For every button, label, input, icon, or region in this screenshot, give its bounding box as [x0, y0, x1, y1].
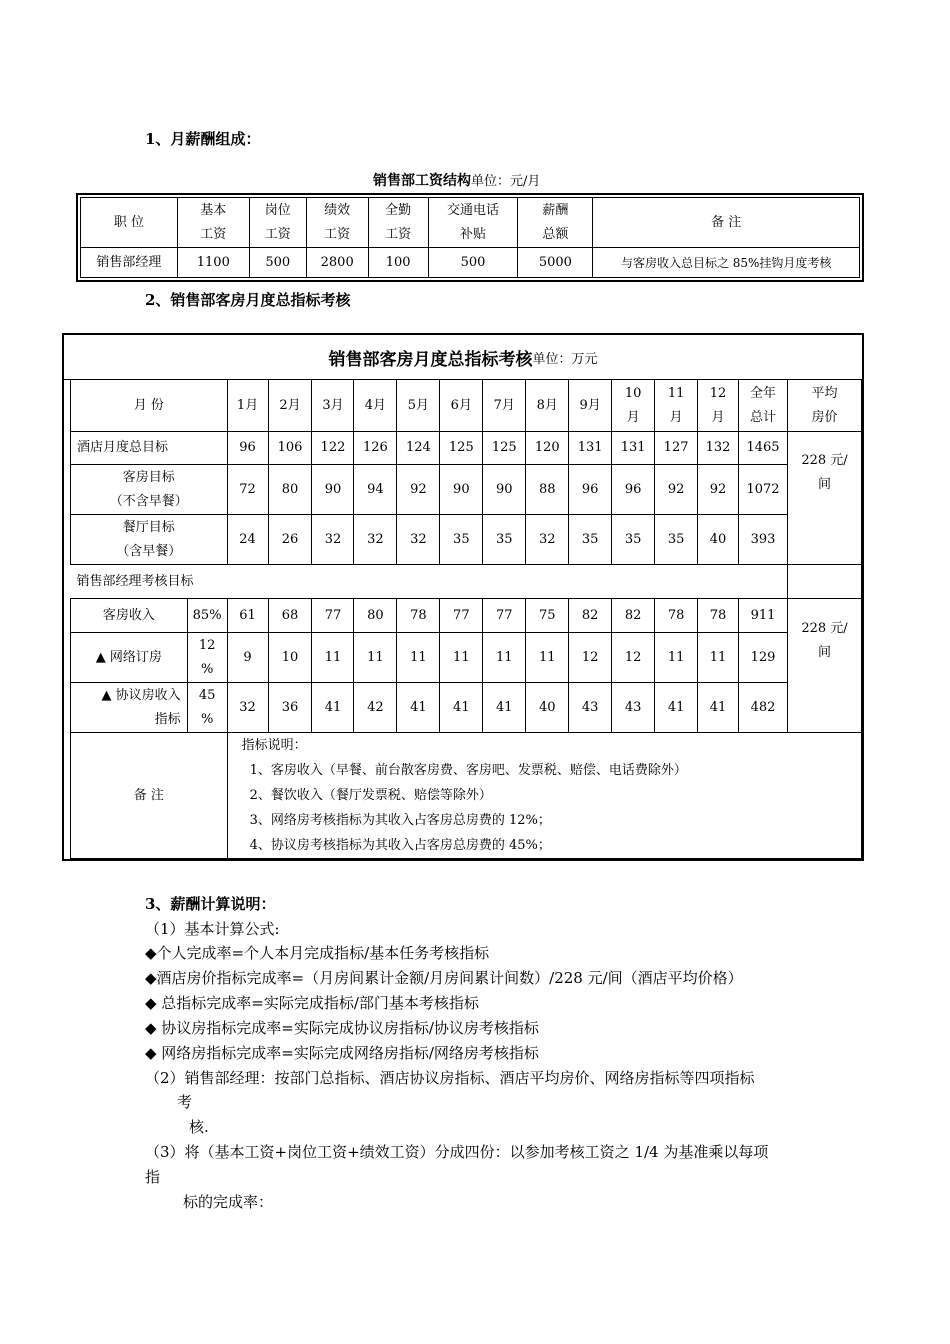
t2-row-label: ▲ 协议房收入 指标	[71, 683, 188, 733]
t2-month: 2月	[268, 380, 312, 432]
t2-cell: 10	[268, 633, 312, 683]
t2-cell: 125	[440, 432, 483, 465]
table-row	[71, 432, 862, 465]
t2-cell: 77	[440, 599, 483, 633]
t2-cell: 106	[268, 432, 312, 465]
text-line: 指	[145, 1168, 161, 1186]
t2-month: 3月	[312, 380, 354, 432]
t2-cell: 131	[569, 432, 612, 465]
table2-title-text: 销售部客房月度总指标考核	[328, 349, 533, 370]
t2-month: 5月	[397, 380, 440, 432]
t2-cell: 11	[526, 633, 569, 683]
t2-header-total: 全年 总计	[739, 380, 788, 432]
t2-month: 11 月	[655, 380, 698, 432]
t1-cell: 2800	[306, 248, 368, 278]
monthly-target-table-frame	[62, 333, 864, 861]
text-line: ◆ 总指标完成率=实际完成指标/部门基本考核指标	[145, 994, 479, 1012]
t2-pct: 85%	[187, 599, 227, 633]
table2-notes-row	[71, 733, 862, 859]
t2-cell: 41	[312, 683, 354, 733]
t2-cell: 32	[227, 683, 268, 733]
t2-cell: 32	[354, 515, 397, 565]
table1-caption-title: 销售部工资结构	[373, 173, 471, 189]
t2-cell: 96	[612, 465, 655, 515]
t2-cell: 43	[569, 683, 612, 733]
t2-cell: 96	[569, 465, 612, 515]
text-line: ◆酒店房价指标完成率=（月房间累计金额/月房间累计间数）/228 元/间（酒店平均价格）	[145, 969, 743, 987]
t2-cell: 72	[227, 465, 268, 515]
table1-caption	[373, 170, 540, 190]
t2-cell: 35	[440, 515, 483, 565]
t2-cell: 68	[268, 599, 312, 633]
t2-cell: 90	[483, 465, 526, 515]
text-line: 考	[177, 1093, 193, 1111]
t2-cell: 26	[268, 515, 312, 565]
table2-header-row	[71, 380, 862, 432]
t1-header-attendance: 全勤 工资	[368, 198, 428, 248]
note-line: 4、协议房考核指标为其收入占客房总房费的 45%；	[249, 838, 551, 853]
t2-row-label: 酒店月度总目标	[71, 432, 228, 465]
t2-cell: 75	[526, 599, 569, 633]
t2-cell: 11	[698, 633, 739, 683]
t2-cell: 78	[655, 599, 698, 633]
t2-cell: 482	[739, 683, 788, 733]
t2-empty	[787, 515, 861, 565]
t2-cell: 41	[440, 683, 483, 733]
t2-cell: 77	[483, 599, 526, 633]
t2-cell: 11	[483, 633, 526, 683]
t2-row-label: ▲ 网络订房	[71, 633, 188, 683]
t2-cell: 92	[397, 465, 440, 515]
t2-cell: 122	[312, 432, 354, 465]
t2-pct: 12 %	[187, 633, 227, 683]
text-line: （3）将（基本工资+岗位工资+绩效工资）分成四份：以参加考核工资之 1/4 为基准乘以每项	[145, 1143, 769, 1161]
t2-cell: 132	[698, 432, 739, 465]
t2-cell: 88	[526, 465, 569, 515]
t2-month: 6月	[440, 380, 483, 432]
text-line: 核.	[189, 1118, 209, 1136]
t2-manager-label: 销售部经理考核目标	[71, 565, 788, 599]
t1-cell: 与客房收入总目标之 85%挂钩月度考核	[593, 248, 860, 278]
t1-cell: 500	[428, 248, 518, 278]
t2-cell: 78	[698, 599, 739, 633]
note-line: 3、网络房考核指标为其收入占客房总房费的 12%；	[249, 813, 551, 828]
t2-row-label: 餐厅目标 （含早餐）	[71, 515, 228, 565]
table2-title-unit: 单位：万元	[532, 351, 598, 367]
t2-cell: 90	[312, 465, 354, 515]
t1-cell: 5000	[518, 248, 593, 278]
t1-header-position: 职 位	[81, 198, 178, 248]
t1-cell: 100	[368, 248, 428, 278]
t2-cell: 61	[227, 599, 268, 633]
section1-heading: 1、月薪酬组成：	[145, 130, 261, 148]
t1-header-total: 薪酬 总额	[518, 198, 593, 248]
note-line: 2、餐饮收入（餐厅发票税、赔偿等除外）	[249, 788, 492, 803]
t1-header-performance: 绩效 工资	[306, 198, 368, 248]
t2-cell: 125	[483, 432, 526, 465]
t2-cell: 126	[354, 432, 397, 465]
t2-month: 10 月	[612, 380, 655, 432]
t2-cell: 36	[268, 683, 312, 733]
t2-cell: 127	[655, 432, 698, 465]
t2-cell: 35	[483, 515, 526, 565]
t2-cell: 82	[569, 599, 612, 633]
t2-cell: 12	[569, 633, 612, 683]
text-line: 标的完成率：	[183, 1193, 274, 1211]
t1-cell: 销售部经理	[81, 248, 178, 278]
t2-cell: 32	[526, 515, 569, 565]
t2-month: 12 月	[698, 380, 739, 432]
monthly-target-table	[70, 379, 862, 859]
t2-cell: 41	[397, 683, 440, 733]
t2-cell: 32	[312, 515, 354, 565]
table-row	[71, 465, 862, 515]
note-line: 指标说明：	[241, 738, 307, 753]
t2-cell: 96	[227, 432, 268, 465]
t2-cell: 41	[698, 683, 739, 733]
t2-notes	[227, 733, 861, 859]
text-line: ◆ 网络房指标完成率=实际完成网络房指标/网络房考核指标	[145, 1044, 539, 1062]
t2-month: 4月	[354, 380, 397, 432]
table-row	[71, 683, 862, 733]
t2-cell: 78	[397, 599, 440, 633]
t2-row-label: 客房收入	[71, 599, 188, 633]
t2-empty	[787, 565, 861, 599]
t1-cell: 1100	[177, 248, 249, 278]
t2-cell: 80	[354, 599, 397, 633]
table-row	[71, 599, 862, 633]
t2-row-label: 客房目标 （不含早餐）	[71, 465, 228, 515]
t2-cell: 94	[354, 465, 397, 515]
table-row	[71, 633, 862, 683]
text-line: ◆个人完成率=个人本月完成指标/基本任务考核指标	[145, 944, 490, 962]
text-line: ◆ 协议房指标完成率=实际完成协议房指标/协议房考核指标	[145, 1019, 539, 1037]
t2-cell: 124	[397, 432, 440, 465]
t2-cell: 90	[440, 465, 483, 515]
t1-header-remark: 备 注	[593, 198, 860, 248]
t2-cell: 11	[312, 633, 354, 683]
t2-cell: 11	[655, 633, 698, 683]
table-row	[71, 515, 862, 565]
t2-cell: 42	[354, 683, 397, 733]
t2-cell: 92	[698, 465, 739, 515]
t1-header-base: 基本 工资	[177, 198, 249, 248]
t2-cell: 92	[655, 465, 698, 515]
note-line: 1、客房收入（早餐、前台散客房费、客房吧、发票税、赔偿、电话费除外）	[249, 763, 687, 778]
t2-cell: 11	[440, 633, 483, 683]
table2-title	[64, 335, 862, 380]
t2-cell: 1465	[739, 432, 788, 465]
t2-cell: 35	[569, 515, 612, 565]
text-line: （2）销售部经理：按部门总指标、酒店协议房指标、酒店平均房价、网络房指标等四项指标	[145, 1069, 755, 1087]
t1-header-post: 岗位 工资	[249, 198, 306, 248]
table1-data-row	[81, 248, 860, 278]
t2-month: 8月	[526, 380, 569, 432]
t2-cell: 41	[483, 683, 526, 733]
t2-cell: 40	[526, 683, 569, 733]
t2-cell: 9	[227, 633, 268, 683]
t2-cell: 12	[612, 633, 655, 683]
t2-cell: 40	[698, 515, 739, 565]
t2-cell: 32	[397, 515, 440, 565]
t2-notes-label: 备 注	[71, 733, 228, 859]
table1-header-row	[81, 198, 860, 248]
t2-cell: 41	[655, 683, 698, 733]
t2-cell: 131	[612, 432, 655, 465]
table-row	[71, 565, 862, 599]
t2-month: 1月	[227, 380, 268, 432]
t1-header-allowance: 交通电话 补贴	[428, 198, 518, 248]
t2-cell: 80	[268, 465, 312, 515]
t2-month: 9月	[569, 380, 612, 432]
t2-avg-price: 228 元/ 间	[787, 599, 861, 733]
table1-caption-unit: 单位：元/月	[471, 174, 541, 189]
t2-cell: 24	[227, 515, 268, 565]
salary-structure-table	[80, 197, 860, 278]
t2-avg-price: 228 元/ 间	[787, 432, 861, 515]
t2-cell: 82	[612, 599, 655, 633]
t2-cell: 120	[526, 432, 569, 465]
section3-heading: 3、薪酬计算说明：	[145, 895, 276, 913]
t2-cell: 77	[312, 599, 354, 633]
t2-cell: 11	[397, 633, 440, 683]
section2-heading: 2、销售部客房月度总指标考核	[145, 291, 351, 309]
t2-month: 7月	[483, 380, 526, 432]
t2-cell: 35	[612, 515, 655, 565]
t2-cell: 911	[739, 599, 788, 633]
t1-cell: 500	[249, 248, 306, 278]
t2-cell: 129	[739, 633, 788, 683]
text-line: （1）基本计算公式:	[145, 920, 280, 938]
t2-pct: 45 %	[187, 683, 227, 733]
t2-cell: 35	[655, 515, 698, 565]
t2-cell: 393	[739, 515, 788, 565]
t2-cell: 11	[354, 633, 397, 683]
t2-cell: 43	[612, 683, 655, 733]
t2-header-avg: 平均 房价	[787, 380, 861, 432]
t2-header-month: 月 份	[71, 380, 228, 432]
t2-cell: 1072	[739, 465, 788, 515]
